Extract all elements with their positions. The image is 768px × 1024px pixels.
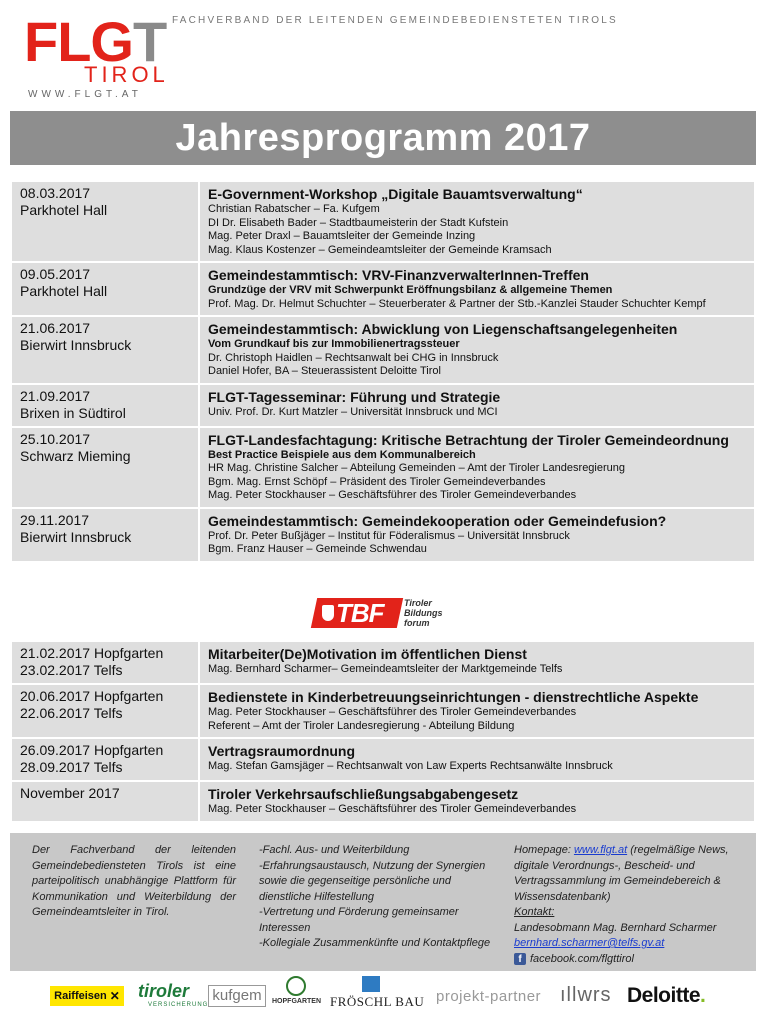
speaker: Dr. Christoph Haidlen – Rechtsanwalt bei CHG in Innsbruck [208, 351, 499, 364]
sponsor-hopfgarten-text: HOPFGARTEN [272, 998, 321, 1005]
event-details [200, 642, 754, 683]
event-title: FLGT-Landesfachtagung: Kritische Betrachtung der Tiroler Gemeindeordnung [208, 431, 729, 448]
tbf-logo [314, 598, 456, 630]
deloitte-dot: . [700, 984, 706, 1007]
footer-about: Der Fachverband der leitenden Gemeindebediensteten Tirols ist eine parteipolitisch unabhängige Plattform für Kommunikation und Weiterbildung der Gemeindeamtsleiter in Tirol. [32, 844, 236, 918]
logo-tirol: TIROL [84, 62, 169, 87]
event-title: Gemeindestammtisch: VRV-FinanzverwalterInnen-Treffen [208, 267, 589, 283]
event-date: 25.10.2017 [20, 430, 91, 447]
event-when [12, 428, 198, 507]
table-row [12, 739, 754, 780]
speaker: Bgm. Mag. Ernst Schöpf – Präsident des Tiroler Gemeindeverbandes [208, 475, 546, 488]
contact-email-link[interactable]: bernhard.scharmer@telfs.gv.at [514, 937, 665, 949]
event-date: 09.05.2017 [20, 266, 91, 282]
table-row [12, 685, 754, 737]
event-table [10, 180, 756, 563]
tbf-line: forum [404, 618, 430, 628]
tbf-letters: TBF [336, 598, 384, 628]
footer-goals [259, 843, 499, 952]
event-details [200, 182, 754, 261]
speaker: Referent – Amt der Tiroler Landesregierung - Abteilung Bildung [208, 719, 515, 732]
event-date: 21.09.2017 [20, 387, 91, 404]
event-place: Schwarz Mieming [20, 447, 131, 464]
page-title: Jahresprogramm 2017 [175, 116, 591, 159]
table-row [12, 428, 754, 507]
speaker: HR Mag. Christine Salcher – Abteilung Gemeinden – Amt der Tiroler Landesregierung [208, 462, 626, 474]
speaker: Prof. Dr. Peter Bußjäger – Institut für Föderalismus – Universität Innsbruck [208, 529, 570, 542]
tbf-line: Bildungs [404, 608, 443, 618]
event-details [200, 263, 754, 315]
sponsor-raiffeisen-text: Raiffeisen [54, 990, 107, 1002]
event-when [12, 509, 198, 561]
event-date-place: 23.02.2017 Telfs [20, 662, 123, 678]
sponsor-hopfgarten [272, 976, 320, 1012]
table-row [12, 782, 754, 821]
event-date-place: 22.06.2017 Telfs [20, 705, 123, 721]
flgt-logo [24, 10, 169, 100]
speaker: DI Dr. Elisabeth Bader – Stadtbaumeisterin der Stadt Kufstein [208, 216, 509, 229]
table-row [12, 642, 754, 683]
event-date-place: 26.09.2017 Hopfgarten [20, 742, 164, 758]
tbf-line: Tiroler [404, 598, 432, 608]
event-subtitle: Vom Grundkauf bis zur Immobilienertragssteuer [208, 338, 460, 350]
table-row [12, 509, 754, 561]
speaker: Prof. Mag. Dr. Helmut Schuchter – Steuerberater & Partner der Stb.-Kanzlei Stauder Schuchter Kempf [208, 297, 706, 310]
event-title: Gemeindestammtisch: Abwicklung von Liegenschaftsangelegenheiten [208, 321, 678, 337]
facebook-link[interactable]: facebook.com/flgttirol [530, 952, 634, 965]
event-date-place: 28.09.2017 Telfs [20, 759, 123, 775]
event-when [12, 182, 198, 261]
table-row [12, 385, 754, 426]
event-when [12, 739, 198, 780]
goal-item: -Fachl. Aus- und Weiterbildung [259, 844, 410, 856]
speaker: Mag. Klaus Kostenzer – Gemeindeamtsleiter der Gemeinde Kramsach [208, 243, 552, 256]
event-details [200, 739, 754, 780]
event-title: Vertragsraumordnung [208, 743, 356, 759]
speaker: Univ. Prof. Dr. Kurt Matzler – Universität Innsbruck und MCI [208, 405, 498, 418]
event-title: Bedienstete in Kinderbetreuungseinrichtungen - dienstrechtliche Aspekte [208, 689, 699, 705]
event-date-place: 20.06.2017 Hopfgarten [20, 688, 164, 704]
contact-name: Landesobmann Mag. Bernhard Scharmer [514, 921, 717, 934]
event-date-place: November 2017 [20, 785, 120, 801]
event-title: Mitarbeiter(De)Motivation im öffentlichen Dienst [208, 646, 527, 662]
facebook-row[interactable] [514, 952, 746, 968]
title-bar [10, 111, 756, 165]
event-place: Brixen in Südtirol [20, 404, 126, 421]
logo-wordmark: FLGT [24, 10, 167, 73]
sponsor-froschl: FRÖSCHL BAU [330, 994, 425, 1009]
speaker: Mag. Peter Stockhauser – Geschäftsführer des Tiroler Gemeindeverbandes [208, 706, 577, 718]
speaker: Daniel Hofer, BA – Steuerassistent Deloitte Tirol [208, 365, 441, 377]
sponsor-tiroler: tiroler [138, 981, 190, 1001]
speaker: Mag. Peter Draxl – Bauamtsleiter der Gemeinde Inzing [208, 230, 476, 242]
event-details [200, 428, 754, 507]
event-date: 21.06.2017 [20, 320, 91, 336]
event-details [200, 509, 754, 561]
event-details [200, 782, 754, 821]
eagle-icon [322, 605, 334, 621]
event-place: Bierwirt Innsbruck [20, 337, 132, 353]
event-subtitle: Best Practice Beispiele aus dem Kommunalbereich [208, 448, 476, 461]
sponsor-tiroler-sub: VERSICHERUNG [148, 1002, 209, 1008]
event-title: Tiroler Verkehrsaufschließungsabgabengesetz [208, 786, 519, 802]
event-date: 29.11.2017 [20, 511, 90, 528]
event-when [12, 685, 198, 737]
table-row [12, 182, 754, 261]
event-date-place: 21.02.2017 Hopfgarten [20, 645, 164, 661]
goal-item: -Erfahrungsaustausch, Nutzung der Synergien sowie die gegenseitige persönliche und dienstliche Hilfestellung [259, 859, 486, 903]
sponsor-deloitte-text: Deloitte [627, 984, 701, 1007]
speaker: Mag. Peter Stockhauser – Geschäftsführer des Tiroler Gemeindeverbandes [208, 489, 577, 501]
raiffeisen-mark-icon: ✕ [109, 989, 120, 1003]
speaker: Mag. Stefan Gamsjäger – Rechtsanwalt von Law Experts Rechtsanwälte Innsbruck [208, 760, 613, 772]
event-when [12, 263, 198, 315]
event-place: Bierwirt Innsbruck [20, 528, 132, 545]
froschl-emblem-icon [362, 976, 380, 992]
sponsor-wrs: ıllwrs [560, 984, 612, 1006]
contact-label: Kontakt: [514, 906, 555, 918]
speaker: Bgm. Franz Hauser – Gemeinde Schwendau [208, 543, 427, 555]
facebook-icon: f [514, 953, 526, 965]
tbf-words [404, 598, 443, 628]
event-when [12, 385, 198, 426]
homepage-link[interactable]: www.flgt.at [573, 844, 628, 856]
speaker: Mag. Bernhard Scharmer– Gemeindeamtsleiter der Marktgemeinde Telfs [208, 663, 563, 675]
event-title: Gemeindestammtisch: Gemeindekooperation oder Gemeindefusion? [208, 512, 667, 529]
association-name: FACHVERBAND DER LEITENDEN GEMEINDEBEDIENSTETEN TIROLS [172, 15, 618, 26]
speaker: Christian Rabatscher – Fa. Kufgem [208, 203, 380, 215]
event-when [12, 317, 198, 383]
sponsor-projekt-partner: projekt-partner [436, 988, 542, 1005]
homepage-line [514, 843, 746, 905]
event-when [12, 642, 198, 683]
table-row [12, 317, 754, 383]
sponsor-raiffeisen [50, 986, 124, 1006]
logo-url: WWW.FLGT.AT [28, 89, 142, 100]
goal-item: -Kollegiale Zusammenkünfte und Kontaktpflege [259, 937, 491, 949]
event-title: E-Government-Workshop „Digitale Bauamtsverwaltung“ [208, 186, 583, 202]
event-place: Parkhotel Hall [20, 202, 108, 218]
tbf-event-table [10, 640, 756, 823]
table-row [12, 263, 754, 315]
homepage-desc: (regelmäßige News, digitale Verordnungs-, Bescheid- und Vertragssammlung im Gemeindebereich & Wissensdatenbank) [514, 844, 729, 903]
event-date: 08.03.2017 [20, 185, 91, 201]
goal-item: -Vertretung und Förderung gemeinsamer Interessen [259, 906, 459, 934]
event-subtitle: Grundzüge der VRV mit Schwerpunkt Eröffnungsbilanz & allgemeine Themen [208, 284, 613, 296]
sponsor-kufgem: kufgem [208, 985, 266, 1007]
event-place: Parkhotel Hall [20, 283, 108, 299]
event-title: FLGT-Tagesseminar: Führung und Strategie [208, 388, 501, 405]
homepage-label: Homepage: [514, 844, 571, 856]
footer-contact [514, 843, 746, 967]
hopfgarten-emblem-icon [286, 976, 306, 996]
event-details [200, 385, 754, 426]
event-when [12, 782, 198, 821]
event-details [200, 317, 754, 383]
speaker: Mag. Peter Stockhauser – Geschäftsführer des Tiroler Gemeindeverbandes [208, 803, 577, 815]
sponsor-deloitte [627, 984, 705, 1008]
event-details [200, 685, 754, 737]
